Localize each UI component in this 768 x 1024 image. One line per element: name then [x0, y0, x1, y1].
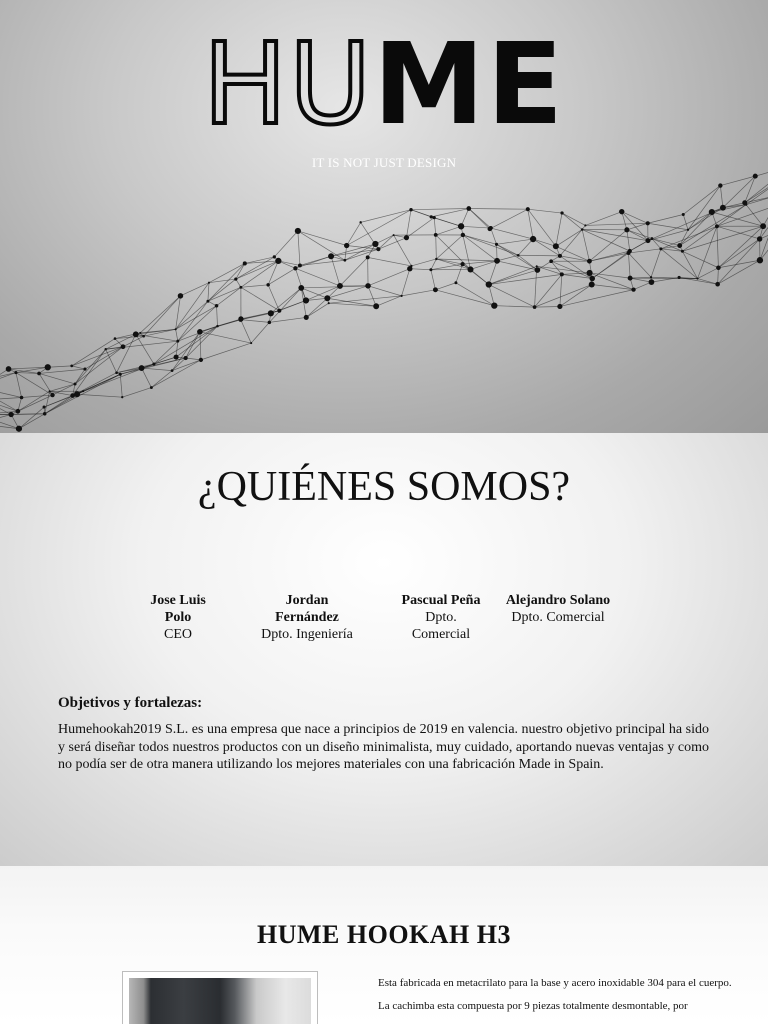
- brand-logo: [0, 20, 768, 150]
- objectives-text: Humehookah2019 S.L. es una empresa que nace a principios de 2019 en valencia. nuestro objetivo principal ha sido y será diseñar todos nuestros productos con un diseño minimalista, muy cuidado, aportando nuevas ventajas y como no podía ser de otra manera utilizando los mejores materiales con una fabricación Made in Spain.: [58, 722, 709, 772]
- member-name: Polo: [164, 610, 192, 625]
- team-member: [138, 592, 218, 643]
- about-title: ¿QUIÉNES SOMOS?: [197, 464, 571, 510]
- tagline: IT IS NOT JUST DESIGN: [311, 155, 457, 170]
- hero-banner: [0, 0, 768, 433]
- member-role: Dpto. Ingeniería: [261, 627, 353, 642]
- member-role: Dpto. Comercial: [511, 610, 605, 625]
- member-name: Fernández: [275, 610, 339, 625]
- product-title: HUME HOOKAH H3: [257, 920, 511, 949]
- product-paragraph: Esta fabricada en metacrilato para la base y acero inoxidable 304 para el cuerpo.: [378, 977, 732, 989]
- logo-light-part: HU: [202, 20, 374, 150]
- product-description: [378, 976, 742, 1022]
- objectives-heading: Objetivos y fortalezas:: [58, 695, 203, 711]
- member-name: Jose Luis: [150, 593, 206, 608]
- product-section: [0, 866, 768, 1024]
- member-name: Pascual Peña: [401, 593, 481, 608]
- product-image: [129, 978, 311, 1024]
- product-paragraph: La cachimba esta compuesta por 9 piezas totalmente desmontable, por: [378, 1000, 688, 1012]
- team-member: [253, 592, 361, 643]
- member-name: Alejandro Solano: [505, 593, 611, 608]
- member-role: CEO: [164, 627, 192, 642]
- about-section: [0, 433, 768, 866]
- objectives-block: [58, 695, 709, 774]
- team-member: [497, 592, 619, 626]
- product-photo: [122, 971, 318, 1024]
- team-member: [393, 592, 489, 643]
- team-list: [0, 592, 768, 652]
- member-role: Comercial: [411, 627, 471, 642]
- logo-bold-part: ME: [373, 20, 566, 150]
- member-name: Jordan: [285, 593, 329, 608]
- member-role: Dpto.: [425, 610, 457, 625]
